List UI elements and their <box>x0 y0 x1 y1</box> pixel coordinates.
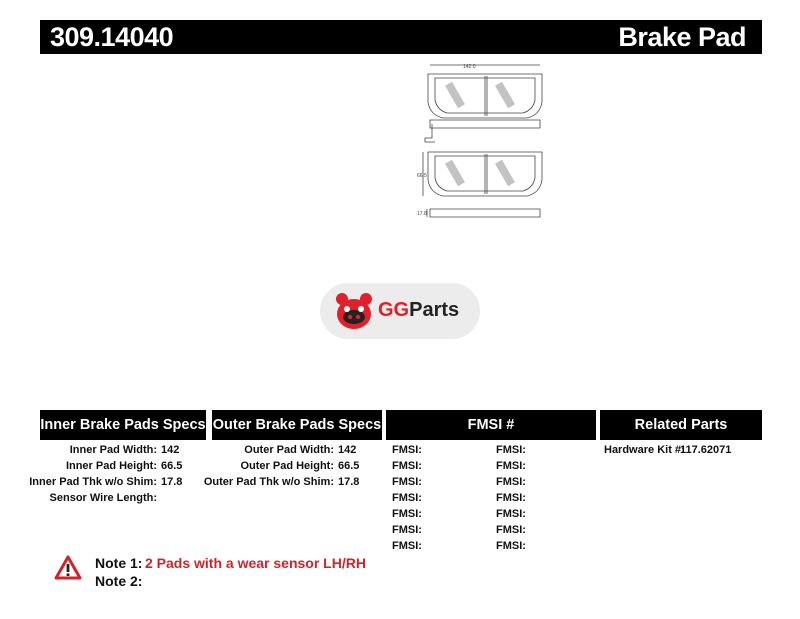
inner-thickness-value: 17.8 <box>161 476 183 488</box>
fmsi-right-4: FMSI: <box>496 492 526 504</box>
inner-specs-header: Inner Brake Pads Specs <box>40 410 206 440</box>
fmsi-right-6: FMSI: <box>496 524 526 536</box>
outer-specs-header: Outer Brake Pads Specs <box>212 410 382 440</box>
logo-text: GGParts <box>378 299 460 321</box>
inner-height-value: 66.5 <box>161 460 183 472</box>
inner-height-label: Inner Pad Height: <box>65 460 157 472</box>
thickness-dimension: 17.8 <box>417 211 427 217</box>
height-dimension: 66.5 <box>417 173 427 179</box>
fmsi-header: FMSI # <box>386 410 596 440</box>
title-bar <box>40 20 762 54</box>
note1-text: 2 Pads with a wear sensor LH/RH <box>145 555 366 571</box>
outer-height-label: Outer Pad Height: <box>240 460 334 472</box>
inner-width-value: 142 <box>161 444 180 456</box>
fmsi-right-2: FMSI: <box>496 460 526 472</box>
product-type: Brake Pad <box>618 22 746 52</box>
part-number: 309.14040 <box>50 22 174 52</box>
fmsi-left-7: FMSI: <box>392 540 422 552</box>
fmsi-left-6: FMSI: <box>392 524 422 536</box>
outer-thickness-value: 17.8 <box>338 476 360 488</box>
outer-thickness-label: Outer Pad Thk w/o Shim: <box>203 476 334 488</box>
hardware-kit-label: Hardware Kit #: <box>604 444 685 456</box>
fmsi-right-1: FMSI: <box>496 444 526 456</box>
mascot-logo-icon <box>334 292 374 330</box>
outer-width-value: 142 <box>338 444 357 456</box>
fmsi-left-3: FMSI: <box>392 476 422 488</box>
inner-width-label: Inner Pad Width: <box>69 444 157 456</box>
related-parts-header: Related Parts <box>600 410 762 440</box>
note2-label: Note 2: <box>95 573 143 589</box>
fmsi-left-2: FMSI: <box>392 460 422 472</box>
outer-width-label: Outer Pad Width: <box>244 444 334 456</box>
ggparts-logo <box>320 283 480 339</box>
width-dimension: 142.0 <box>463 64 476 70</box>
hardware-kit-value: 117.62071 <box>680 444 732 456</box>
fmsi-right-5: FMSI: <box>496 508 526 520</box>
fmsi-right-7: FMSI: <box>496 540 526 552</box>
fmsi-left-5: FMSI: <box>392 508 422 520</box>
fmsi-right-3: FMSI: <box>496 476 526 488</box>
fmsi-left-1: FMSI: <box>392 444 422 456</box>
outer-height-value: 66.5 <box>338 460 360 472</box>
note1-label: Note 1: <box>95 555 143 571</box>
warning-triangle-icon <box>54 555 82 580</box>
sensor-wire-label: Sensor Wire Length: <box>49 492 157 504</box>
inner-thickness-label: Inner Pad Thk w/o Shim: <box>29 476 157 488</box>
brake-pad-drawing <box>415 60 550 230</box>
fmsi-left-4: FMSI: <box>392 492 422 504</box>
